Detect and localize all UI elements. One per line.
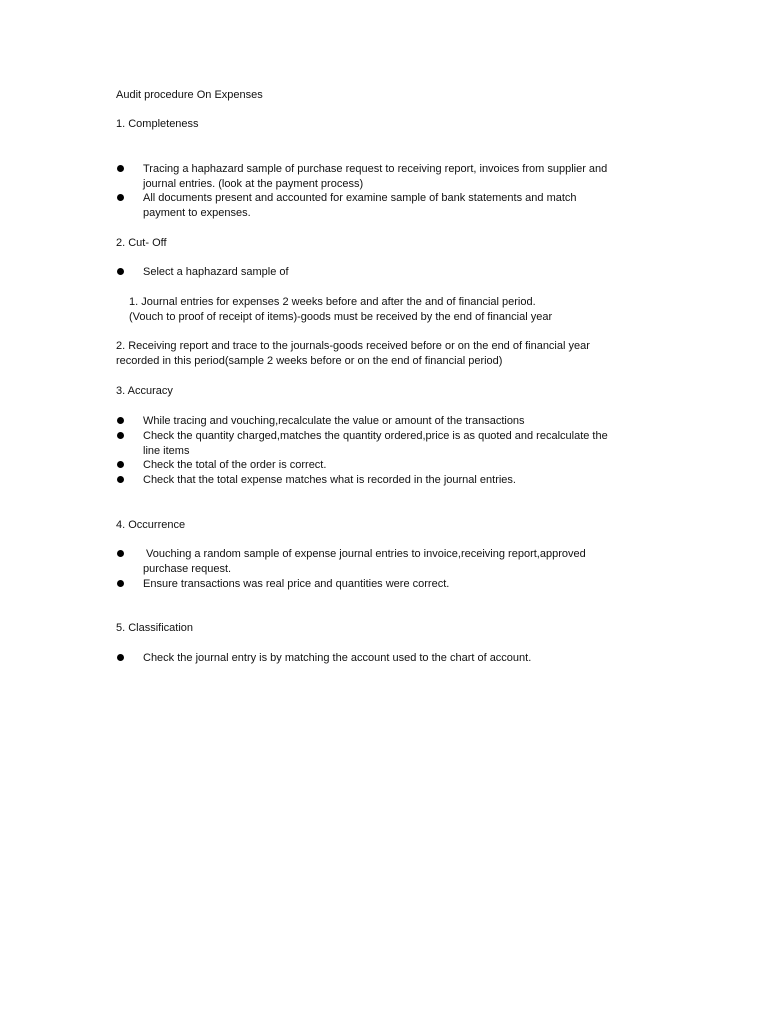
list-item-line: Select a haphazard sample of bbox=[143, 266, 289, 278]
document-title: Audit procedure On Expenses bbox=[116, 89, 263, 101]
bullet-icon bbox=[117, 461, 124, 468]
bullet-icon bbox=[117, 417, 124, 424]
list-item-line: Vouching a random sample of expense journal entries to invoice,receiving report,approved bbox=[143, 548, 586, 560]
numbered-item-line: 1. Journal entries for expenses 2 weeks before and after the and of financial period. bbox=[129, 296, 536, 308]
numbered-item-line: (Vouch to proof of receipt of items)-goods must be received by the end of financial year bbox=[129, 311, 553, 323]
list-item-line: Check the total of the order is correct. bbox=[143, 459, 327, 471]
section-heading-classification: 5. Classification bbox=[116, 622, 194, 634]
list-item-line: Check the quantity charged,matches the quantity ordered,price is as quoted and recalculate the bbox=[143, 430, 608, 442]
bullet-icon bbox=[117, 432, 124, 439]
list-item-line: payment to expenses. bbox=[143, 207, 251, 219]
bullet-icon bbox=[117, 165, 124, 172]
bullet-icon bbox=[117, 550, 124, 557]
paragraph-line: recorded in this period(sample 2 weeks before or on the end of financial period) bbox=[116, 355, 503, 367]
bullet-icon bbox=[117, 476, 124, 483]
bullet-icon bbox=[117, 268, 124, 275]
list-item-line: journal entries. (look at the payment process) bbox=[143, 178, 364, 190]
bullet-icon bbox=[117, 654, 124, 661]
list-item-line: purchase request. bbox=[143, 563, 232, 575]
list-item-line: line items bbox=[143, 445, 190, 457]
section-heading-completeness: 1. Completeness bbox=[116, 118, 199, 130]
bullet-icon bbox=[117, 194, 124, 201]
list-item-line: Check the journal entry is by matching the account used to the chart of account. bbox=[143, 652, 532, 664]
list-item-line: While tracing and vouching,recalculate the value or amount of the transactions bbox=[143, 415, 525, 427]
list-item-line: Tracing a haphazard sample of purchase request to receiving report, invoices from supplier and bbox=[143, 163, 608, 175]
paragraph-line: 2. Receiving report and trace to the journals-goods received before or on the end of financial year bbox=[116, 340, 590, 352]
section-heading-cutoff: 2. Cut- Off bbox=[116, 237, 167, 249]
bullet-icon bbox=[117, 580, 124, 587]
section-heading-accuracy: 3. Accuracy bbox=[116, 385, 173, 397]
list-item-line: All documents present and accounted for examine sample of bank statements and match bbox=[143, 192, 577, 204]
list-item-line: Check that the total expense matches what is recorded in the journal entries. bbox=[143, 474, 516, 486]
list-item-line: Ensure transactions was real price and quantities were correct. bbox=[143, 578, 450, 590]
section-heading-occurrence: 4. Occurrence bbox=[116, 519, 186, 531]
